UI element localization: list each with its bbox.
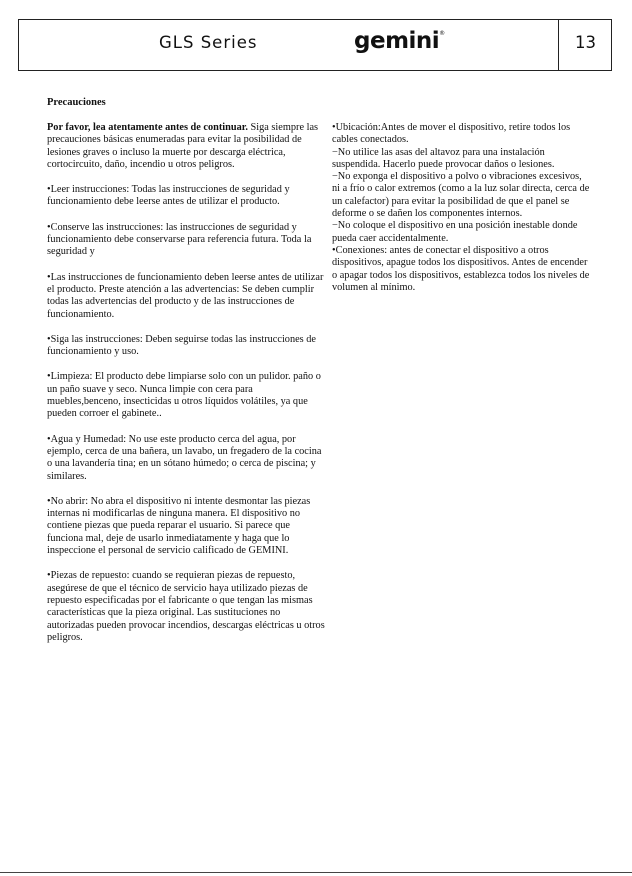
paragraph-read-instructions: •Leer instrucciones: Todas las instrucciones de seguridad y funcionamiento debe leerse antes de utilizar el producto.: [47, 184, 290, 208]
page-header: [18, 19, 612, 71]
paragraph-connections: •Conexiones: antes de conectar el dispositivo a otros dispositivos, apague todos los dispositivos. Antes de encender o apagar todos los dispositivos, establezca todos los niveles de volumen al mínimo.: [332, 244, 590, 293]
paragraph-location: •Ubicación:Antes de mover el dispositivo, retire todos los cables conectados.: [332, 122, 571, 146]
footer-rule: [0, 872, 632, 873]
logo-text: gemini: [354, 28, 440, 54]
page-number: 13: [575, 33, 596, 52]
section-title: Precauciones: [47, 97, 106, 108]
paragraph-do-not-open: •No abrir: No abra el dispositivo ni intente desmontar las piezas internas ni modificarlas de ninguna manera. El dispositivo no contiene piezas que pueda reparar el usuario. Si parece que funciona mal, deje de usarlo inmediatamente y haga que lo inspeccione el personal de servicio calificado de GEMINI.: [47, 495, 311, 557]
paragraph-keep-instructions: •Conserve las instrucciones: las instrucciones de seguridad y funcionamiento debe conservarse para referencia futura. Toda la seguridad y: [47, 221, 312, 258]
paragraph-speaker-handles: −No utilice las asas del altavoz para una instalación suspendida. Hacerlo puede provocar daños o lesiones.: [332, 146, 555, 170]
left-column: [47, 122, 327, 657]
intro-paragraph: [47, 122, 327, 171]
right-column: [332, 122, 592, 294]
paragraph-operating-instructions: •Las instrucciones de funcionamiento deben leerse antes de utilizar el producto. Preste atención a las advertencias: Se deben cumplir todas las advertencias del producto y de las instrucciones de funcionamiento.: [47, 271, 324, 320]
paragraph-follow-instructions: •Siga las instrucciones: Deben seguirse todas las instrucciones de funcionamiento y uso.: [47, 333, 316, 358]
gemini-logo: [354, 28, 445, 54]
paragraph-water-moisture: •Agua y Humedad: No use este producto cerca del agua, por ejemplo, cerca de una bañera, un lavabo, un fregadero de la cocina o una lavandería tina; en un sótano húmedo; o cerca de piscina; y similares.: [47, 433, 322, 482]
paragraph-dust-vibration: −No exponga el dispositivo a polvo o vibraciones excesivos, ni a frío o calor extremos (como a la luz solar directa, cerca de un calefactor) para evitar la posibilidad de que el panel se deforme o se dañen los componentes internos.: [332, 171, 590, 220]
intro-bold: Por favor, lea atentamente antes de continuar.: [47, 122, 248, 133]
paragraph-cleaning: •Limpieza: El producto debe limpiarse solo con un pulidor. paño o un paño suave y seco. Nunca limpie con cera para muebles,benceno, insecticidas u otros líquidos volátiles, ya que pueden corroer el gabinete..: [47, 371, 321, 420]
registered-mark: ®: [439, 30, 445, 37]
intro-rest: Siga siempre las precauciones básicas enumeradas para evitar la posibilidad de lesiones graves o incluso la muerte por descarga eléctrica, cortocircuito, daño, incendio u otros peligros.: [47, 122, 319, 170]
series-title: GLS Series: [159, 33, 258, 52]
paragraph-replacement-parts: •Piezas de repuesto: cuando se requieran piezas de repuesto, asegúrese de que el técnico de servicio haya utilizado piezas de repuesto especificadas por el fabricante o que tengan las mismas características que la pieza original. Las sustituciones no autorizadas pueden provocar incendios, descargas eléctricas u otros peligros.: [47, 570, 325, 643]
paragraph-unstable-position: −No coloque el dispositivo en una posición inestable donde pueda caer accidentalmente.: [332, 220, 578, 244]
